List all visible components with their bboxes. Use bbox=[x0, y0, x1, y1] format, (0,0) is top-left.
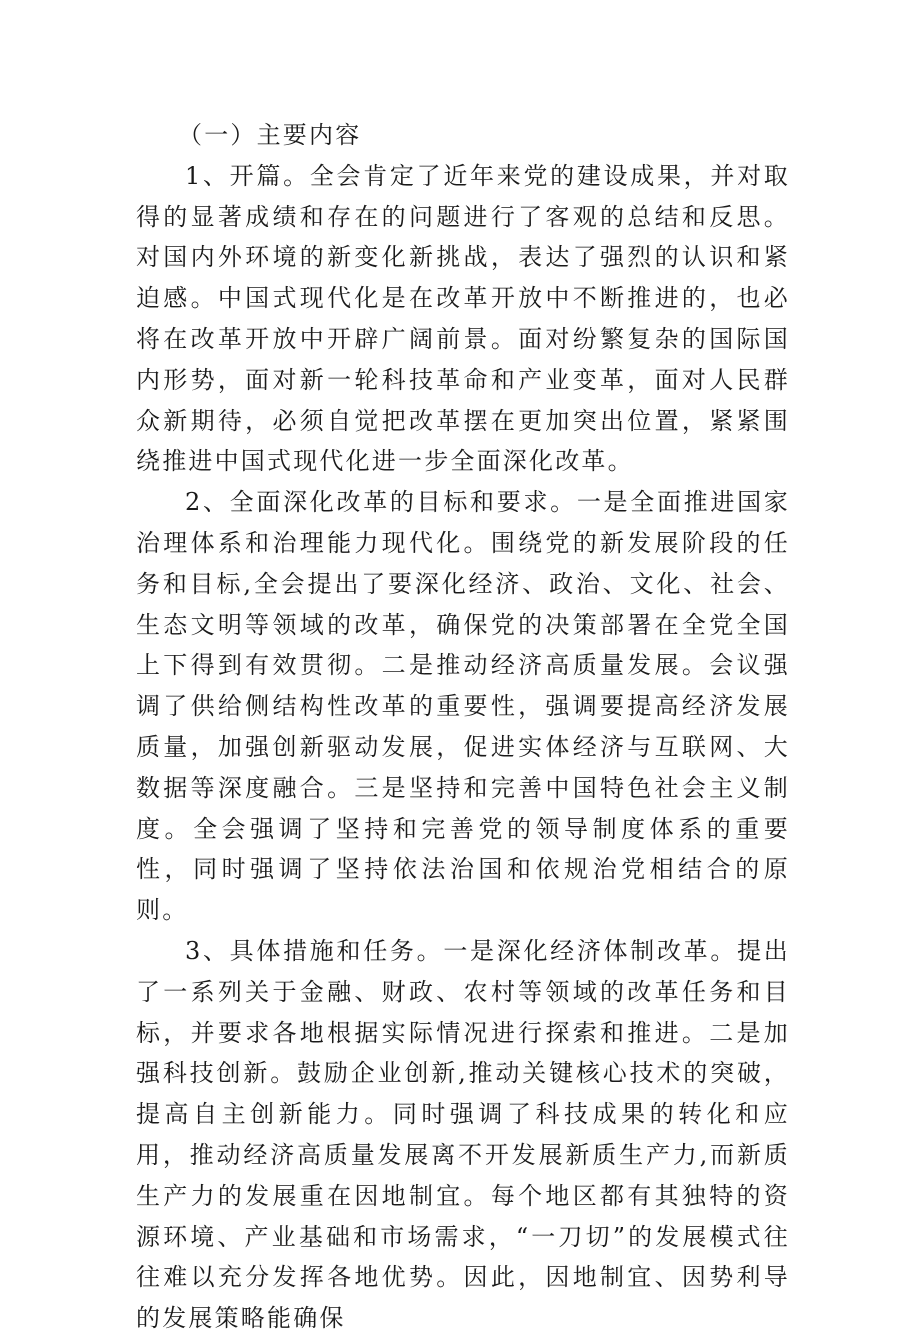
document-body bbox=[136, 115, 790, 1339]
paragraph-opening: 1、开篇。全会肯定了近年来党的建设成果，并对取得的显著成绩和存在的问题进行了客观的总结和反思。对国内外环境的新变化新挑战，表达了强烈的认识和紧迫感。中国式现代化是在改革开放中不断推进的，也必将在改革开放中开辟广阔前景。面对纷繁复杂的国际国内形势，面对新一轮科技革命和产业变革，面对人民群众新期待，必须自觉把改革摆在更加突出位置，紧紧围绕推进中国式现代化进一步全面深化改革。 bbox=[136, 161, 790, 476]
paragraph-goals-requirements: 2、全面深化改革的目标和要求。一是全面推进国家治理体系和治理能力现代化。围绕党的新发展阶段的任务和目标,全会提出了要深化经济、政治、文化、社会、生态文明等领域的改革，确保党的决策部署在全党全国上下得到有效贯彻。二是推动经济高质量发展。会议强调了供给侧结构性改革的重要性，强调要提高经济发展质量，加强创新驱动发展，促进实体经济与互联网、大数据等深度融合。三是坚持和完善中国特色社会主义制度。全会强调了坚持和完善党的领导制度体系的重要性，同时强调了坚持依法治国和依规治党相结合的原则。 bbox=[136, 488, 790, 925]
section-heading: （一）主要内容 bbox=[178, 121, 362, 149]
paragraph-measures-tasks: 3、具体措施和任务。一是深化经济体制改革。提出了一系列关于金融、财政、农村等领域的改革任务和目标，并要求各地根据实际情况进行探索和推进。二是加强科技创新。鼓励企业创新,推动关键核心技术的突破，提高自主创新能力。同时强调了科技成果的转化和应用，推动经济高质量发展离不开发展新质生产力,而新质生产力的发展重在因地制宜。每个地区都有其独特的资源环境、产业基础和市场需求，“一刀切”的发展模式往往难以充分发挥各地优势。因此，因地制宜、因势利导的发展策略能确保 bbox=[136, 936, 790, 1333]
